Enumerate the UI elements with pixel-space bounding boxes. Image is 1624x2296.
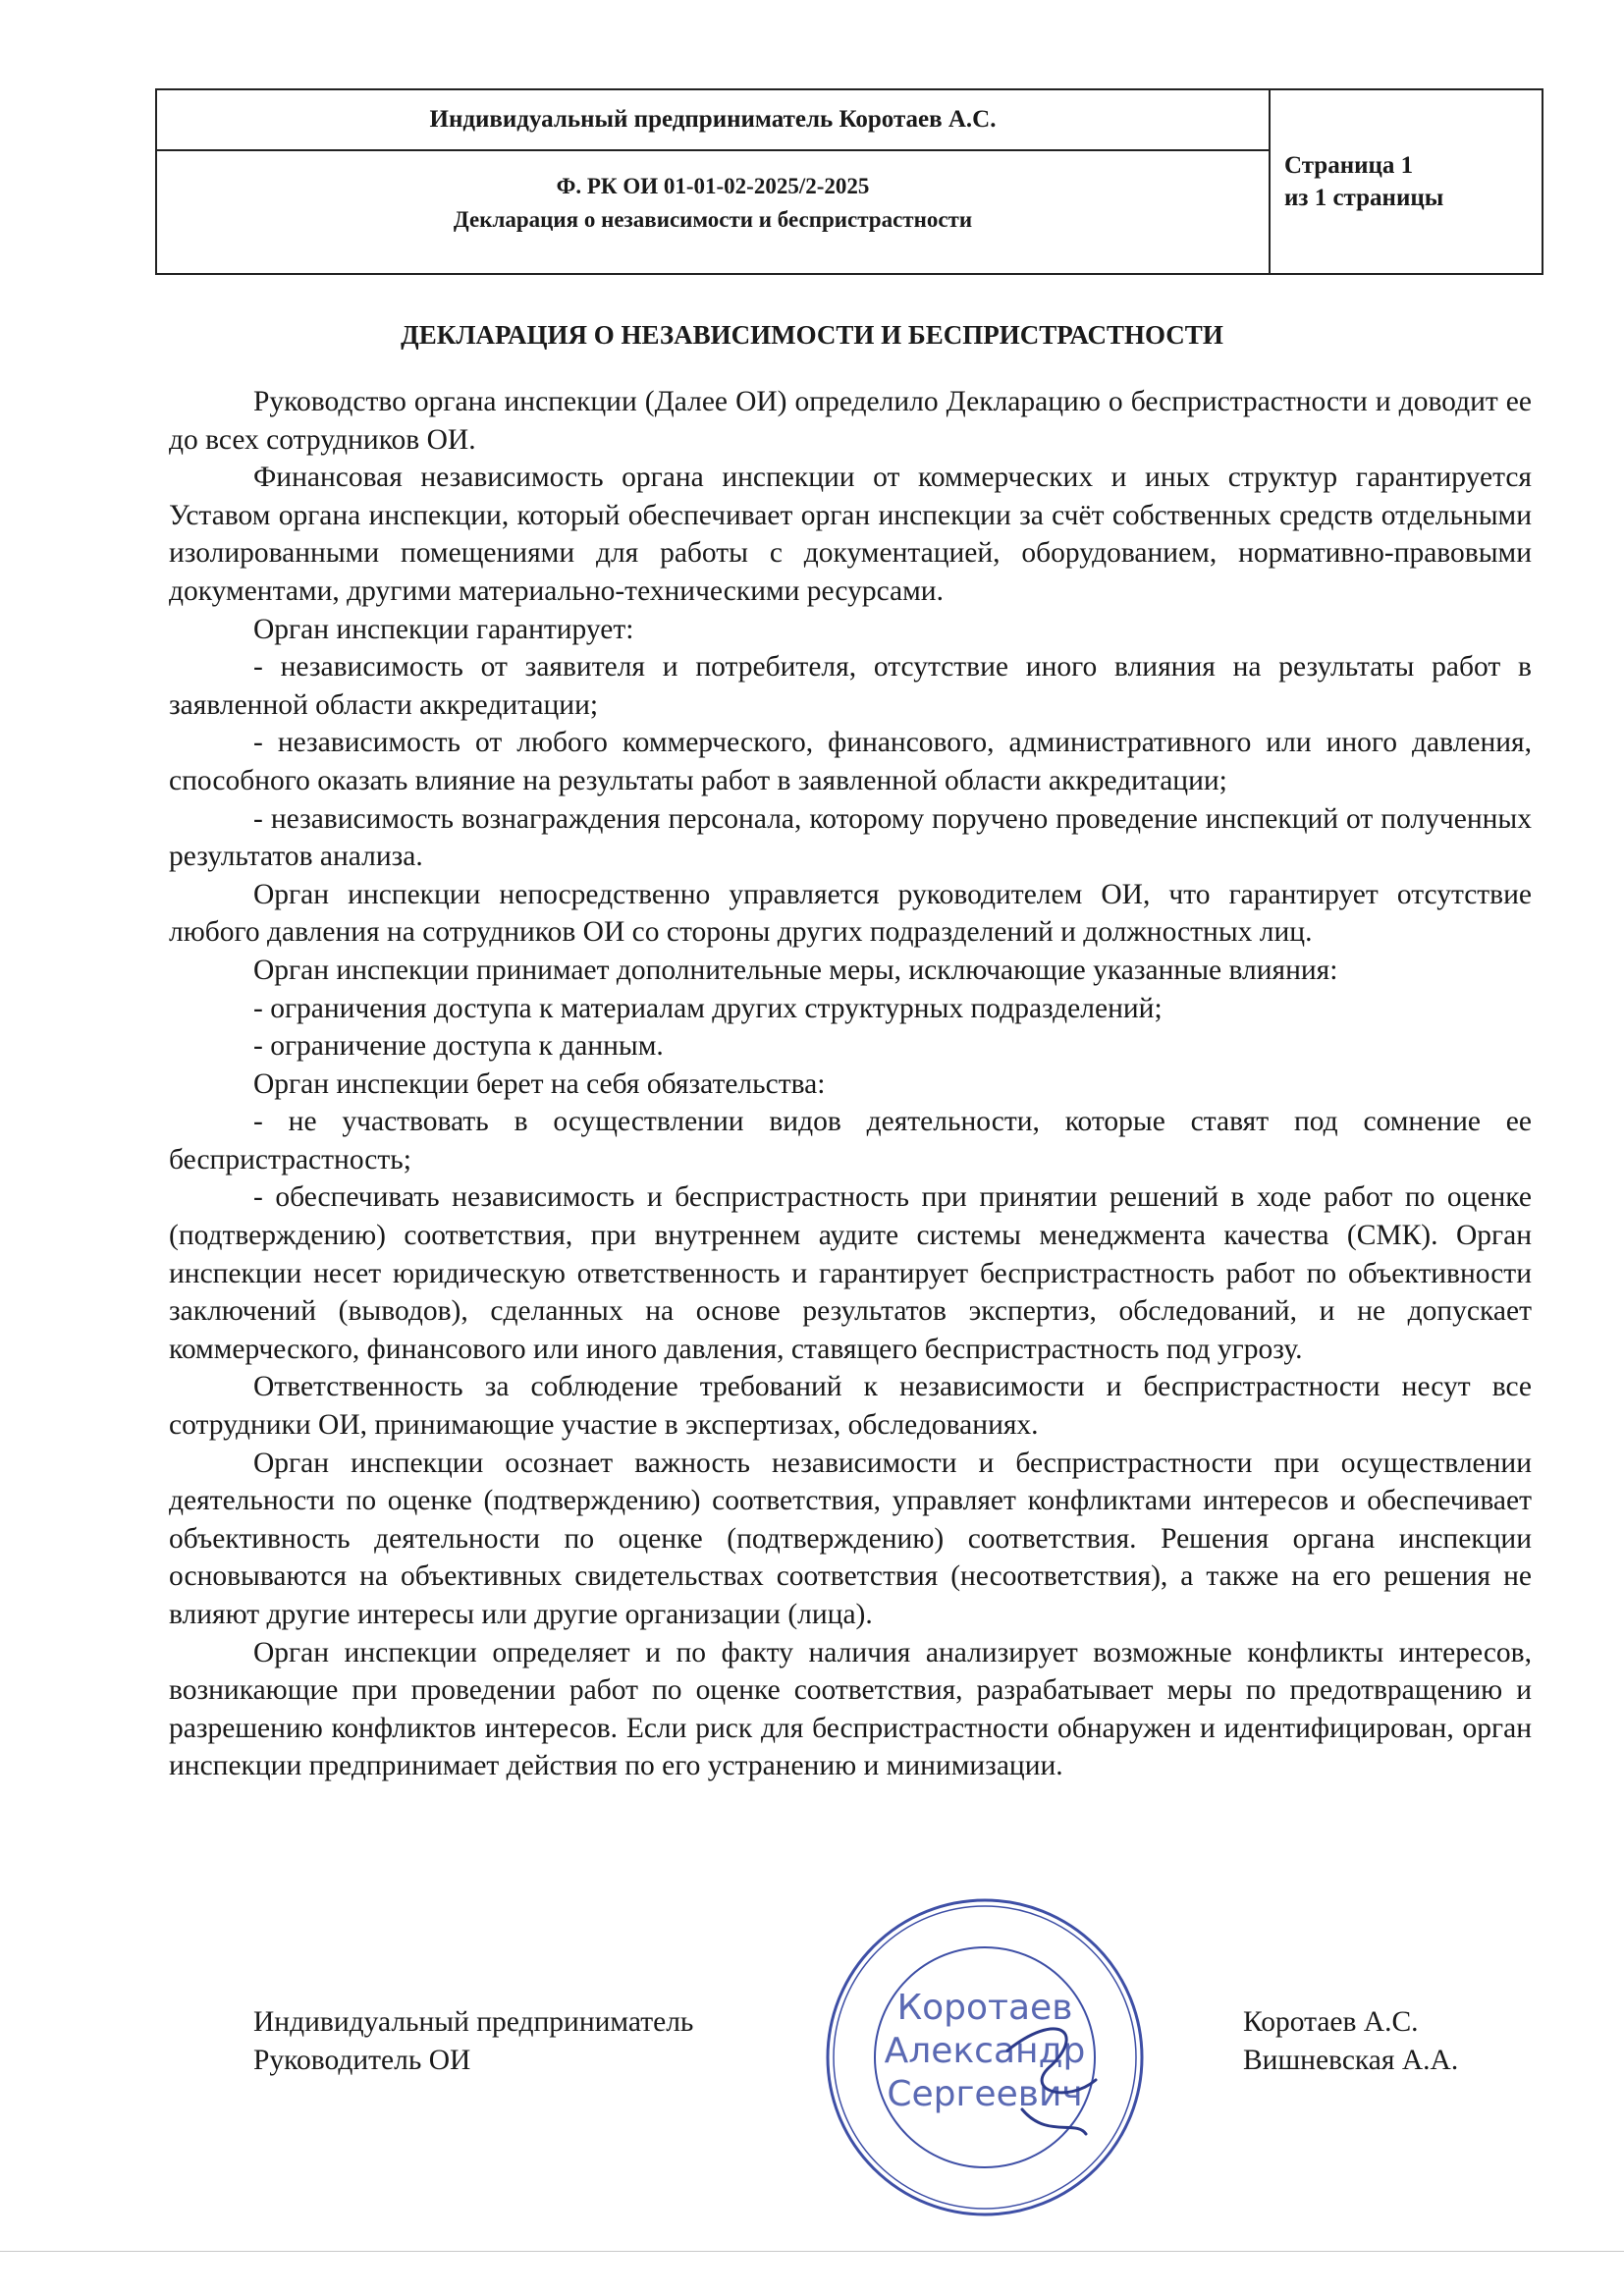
svg-text:Коротаев: Коротаев xyxy=(896,1988,1073,2028)
seal-stamp-icon xyxy=(821,1893,1149,2221)
paragraph: Орган инспекции берет на себя обязательства: xyxy=(253,1067,826,1100)
list-item: - не участвовать в осуществлении видов деятельности, которые ставят под сомнение ее беспристрастность; xyxy=(169,1106,1532,1175)
list-item: - обеспечивать независимость и беспристрастность при принятии решений в ходе работ по оценке (подтверждению) соответствия, при внутреннем аудите системы менеджмента качества (СМК). Орган инспекции несет юридическую ответственность и гарантирует беспристрастность работ по объективности заключений (выводов), сделанных на основе результатов экспертиз, обследований, и не допускает коммерческого, финансового или иного давления, ставящего беспристрастность под угрозу. xyxy=(169,1181,1532,1365)
paragraph: Финансовая независимость органа инспекции от коммерческих и иных структур гарантируется Уставом органа инспекции, который обеспечивает орган инспекции за счёт собственных средств отдельными изолированными помещениями для работы с документацией, оборудованием, нормативно-правовыми документами, другими материально-техническими ресурсами. xyxy=(169,462,1532,607)
signature-block-right xyxy=(1243,2003,1458,2079)
header-form-title: Декларация о независимости и беспристрастности xyxy=(453,207,973,232)
signatory-position: Индивидуальный предприниматель xyxy=(253,2006,694,2038)
page-bottom-edge xyxy=(0,2251,1624,2252)
document-header xyxy=(155,88,1543,275)
list-item: - ограничение доступа к данным. xyxy=(253,1030,664,1063)
signatory-name-2: Вишневская А.А. xyxy=(1243,2044,1459,2076)
list-item: - ограничения доступа к материалам других структурных подразделений; xyxy=(253,992,1163,1024)
paragraph: Руководство органа инспекции (Далее ОИ) определило Декларацию о беспристрастности и доводит ее до всех сотрудников ОИ. xyxy=(169,386,1532,456)
header-page-line1: Страница 1 xyxy=(1284,152,1414,179)
header-organization: Индивидуальный предприниматель Коротаев А.С. xyxy=(156,89,1270,150)
paragraph: Орган инспекции гарантирует: xyxy=(253,613,634,645)
list-item: - независимость от любого коммерческого, финансового, административного или иного давления, способного оказать влияние на результаты работ в заявленной области аккредитации; xyxy=(169,727,1532,796)
signatory-name-1: Коротаев А.С. xyxy=(1243,2006,1419,2038)
header-page-info xyxy=(1270,89,1543,274)
list-item: - независимость от заявителя и потребителя, отсутствие иного влияния на результаты работ в заявленной области аккредитации; xyxy=(169,651,1532,721)
paragraph: Орган инспекции осознает важность независимости и беспристрастности при осуществлении деятельности по оценке (подтверждению) соответствия, управляет конфликтами интересов и обеспечивает объективность деятельности по оценке (подтверждению) соответствия. Решения органа инспекции основываются на объективных свидетельствах соответствия (несоответствия), а также на его решения не влияют другие интересы или другие организации (лица). xyxy=(169,1447,1532,1630)
declaration-body xyxy=(169,383,1532,1785)
signatory-role: Руководитель ОИ xyxy=(253,2044,471,2076)
header-page-line2: из 1 страницы xyxy=(1284,185,1444,211)
page-title: ДЕКЛАРАЦИЯ О НЕЗАВИСИМОСТИ И БЕСПРИСТРАСТНОСТИ xyxy=(401,320,1223,350)
paragraph: Орган инспекции определяет и по факту наличия анализирует возможные конфликты интересов, возникающие при проведении работ по оценке соответствия, разрабатывает меры по предотвращению и разрешению конфликтов интересов. Если риск для беспристрастности обнаружен и идентифицирован, орган инспекции предпринимает действия по его устранению и минимизации. xyxy=(169,1636,1532,1782)
list-item: - независимость вознаграждения персонала, которому поручено проведение инспекций от полученных результатов анализа. xyxy=(169,802,1532,873)
paragraph: Ответственность за соблюдение требований к независимости и беспристрастности несут все сотрудники ОИ, принимающие участие в экспертизах, обследованиях. xyxy=(169,1371,1532,1442)
paragraph: Орган инспекции принимает дополнительные меры, исключающие указанные влияния: xyxy=(253,954,1338,986)
svg-text:Сергеевич: Сергеевич xyxy=(887,2074,1083,2114)
paragraph: Орган инспекции непосредственно управляется руководителем ОИ, что гарантирует отсутствие любого давления на сотрудников ОИ со стороны других подразделений и должностных лиц. xyxy=(169,878,1532,949)
header-form-code: Ф. РК ОИ 01-01-02-2025/2-2025 xyxy=(556,174,870,198)
signature-block-left xyxy=(253,2003,693,2079)
svg-text:Александр: Александр xyxy=(884,2031,1086,2071)
header-form xyxy=(156,150,1270,274)
